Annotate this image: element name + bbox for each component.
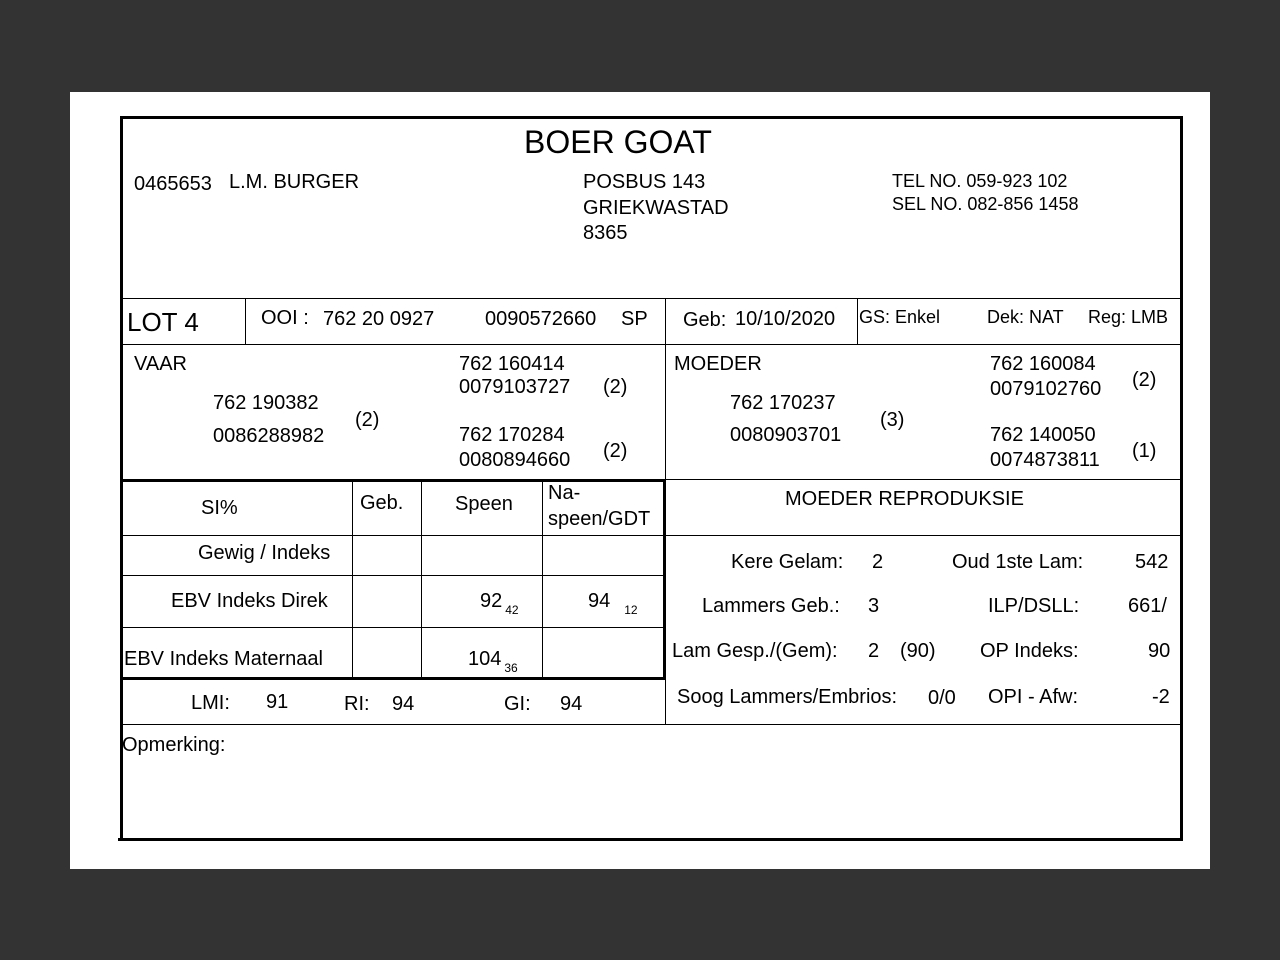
frame-right — [1180, 116, 1183, 841]
frame-bottom — [118, 838, 1183, 841]
remarks-label: Opmerking: — [122, 734, 226, 756]
sire-sire-id: 0079103727 — [459, 376, 571, 398]
line-geb-sep — [857, 298, 858, 344]
row-label-ebv-maternaal: EBV Indeks Maternaal — [124, 648, 323, 670]
sire-dam-number: 762 170284 — [459, 424, 565, 446]
dam-dam-id: 0074873811 — [990, 449, 1100, 471]
dam-label: MOEDER — [674, 353, 762, 375]
gi-value: 94 — [560, 693, 583, 715]
lmi-value: 91 — [266, 691, 289, 713]
lam-gesp-label: Lam Gesp./(Gem): — [672, 640, 838, 662]
ooi-label: OOI : — [261, 307, 309, 329]
dam-sire-grade: (2) — [1132, 369, 1157, 391]
ebv-direk-naspeen — [588, 591, 638, 616]
card-title: BOER GOAT — [524, 124, 712, 160]
sire-id: 0086288982 — [213, 425, 325, 447]
op-indeks-value: 90 — [1148, 640, 1171, 662]
line-lot-sep — [245, 298, 246, 344]
line-col-naspeen — [542, 481, 543, 678]
kere-gelam-value: 2 — [872, 551, 884, 573]
header-speen-gdt: speen/GDT — [548, 508, 651, 530]
lammers-geb-value: 3 — [868, 595, 880, 617]
ri-label: RI: — [344, 693, 370, 715]
oud-1ste-lam-label: Oud 1ste Lam: — [952, 551, 1084, 573]
line-table-header-bottom — [122, 535, 1180, 536]
ooi-number: 762 20 0927 — [323, 308, 435, 330]
line-col-geb — [352, 481, 353, 678]
ilp-dsll-value: 661/ — [1128, 595, 1167, 617]
kere-gelam-label: Kere Gelam: — [731, 551, 844, 573]
frame-left — [120, 116, 123, 838]
address-line-3: 8365 — [583, 222, 628, 244]
opi-afw-value: -2 — [1152, 686, 1170, 708]
phone-number: TEL NO. 059-923 102 — [892, 171, 1068, 191]
line-table-right-bold — [663, 479, 666, 680]
ebv-direk-naspeen-value: 94 — [588, 590, 611, 612]
ri-value: 94 — [392, 693, 415, 715]
row-label-ebv-direk: EBV Indeks Direk — [171, 590, 328, 612]
address-line-1: POSBUS 143 — [583, 171, 706, 193]
dam-sire-number: 762 160084 — [990, 353, 1096, 375]
breeder-name: L.M. BURGER — [229, 171, 360, 193]
ebv-maternaal-speen — [468, 649, 518, 674]
dam-dam-number: 762 140050 — [990, 424, 1096, 446]
opi-afw-label: OPI - Afw: — [988, 686, 1079, 708]
header-geb: Geb. — [360, 492, 404, 514]
gs-field: GS: Enkel — [859, 307, 941, 327]
op-indeks-label: OP Indeks: — [980, 640, 1079, 662]
dam-number: 762 170237 — [730, 392, 836, 414]
sire-label: VAAR — [134, 353, 187, 375]
lot-number: LOT 4 — [127, 307, 199, 337]
lmi-label: LMI: — [191, 692, 230, 714]
line-table-bottom-bold — [122, 677, 665, 680]
ooi-id: 0090572660 — [485, 308, 597, 330]
header-na: Na- — [548, 482, 581, 504]
lam-gesp-value: 2 — [868, 640, 880, 662]
oud-1ste-lam-value: 542 — [1135, 551, 1169, 573]
reg-field: Reg: LMB — [1088, 307, 1169, 327]
lam-gesp-gem-value: (90) — [900, 640, 936, 662]
address-line-2: GRIEKWASTAD — [583, 197, 729, 219]
line-lot-bottom — [122, 344, 1180, 345]
sire-dam-id: 0080894660 — [459, 449, 571, 471]
soog-lammers-label: Soog Lammers/Embrios: — [677, 686, 898, 708]
sire-number: 762 190382 — [213, 392, 319, 414]
gi-label: GI: — [504, 693, 531, 715]
ebv-maternaal-speen-sub: 36 — [504, 661, 518, 675]
dam-dam-grade: (1) — [1132, 440, 1157, 462]
reproduction-title: MOEDER REPRODUKSIE — [785, 488, 1024, 510]
soog-lammers-value: 0/0 — [928, 687, 956, 709]
ebv-maternaal-speen-value: 104 — [468, 648, 502, 670]
header-si-percent: SI% — [201, 497, 238, 519]
dek-field: Dek: NAT — [987, 307, 1064, 327]
line-row-2-bottom — [122, 627, 665, 628]
ebv-direk-speen — [480, 591, 519, 616]
sire-dam-grade: (2) — [603, 440, 628, 462]
sire-grade: (2) — [355, 409, 380, 431]
sire-sire-grade: (2) — [603, 376, 628, 398]
line-index-bottom — [122, 724, 1180, 725]
birth-label: Geb: — [683, 309, 727, 331]
line-table-top-bold — [122, 479, 665, 482]
frame-top — [120, 116, 1183, 119]
sire-sire-number: 762 160414 — [459, 353, 565, 375]
cell-number: SEL NO. 082-856 1458 — [892, 194, 1079, 214]
ilp-dsll-label: ILP/DSLL: — [988, 595, 1080, 617]
ebv-direk-speen-sub: 42 — [505, 603, 519, 617]
dam-id: 0080903701 — [730, 424, 842, 446]
breeder-number: 0465653 — [134, 173, 212, 195]
header-speen: Speen — [455, 493, 513, 515]
lammers-geb-label: Lammers Geb.: — [702, 595, 840, 617]
line-col-speen — [421, 481, 422, 678]
ebv-direk-speen-value: 92 — [480, 590, 503, 612]
dam-sire-id: 0079102760 — [990, 378, 1102, 400]
sp-code: SP — [621, 308, 648, 330]
row-label-gewig: Gewig / Indeks — [198, 542, 331, 564]
birth-date: 10/10/2020 — [735, 308, 836, 330]
line-header-bottom — [122, 298, 1180, 299]
line-row-1-bottom — [122, 575, 665, 576]
dam-grade: (3) — [880, 409, 905, 431]
ebv-direk-naspeen-sub: 12 — [624, 603, 638, 617]
